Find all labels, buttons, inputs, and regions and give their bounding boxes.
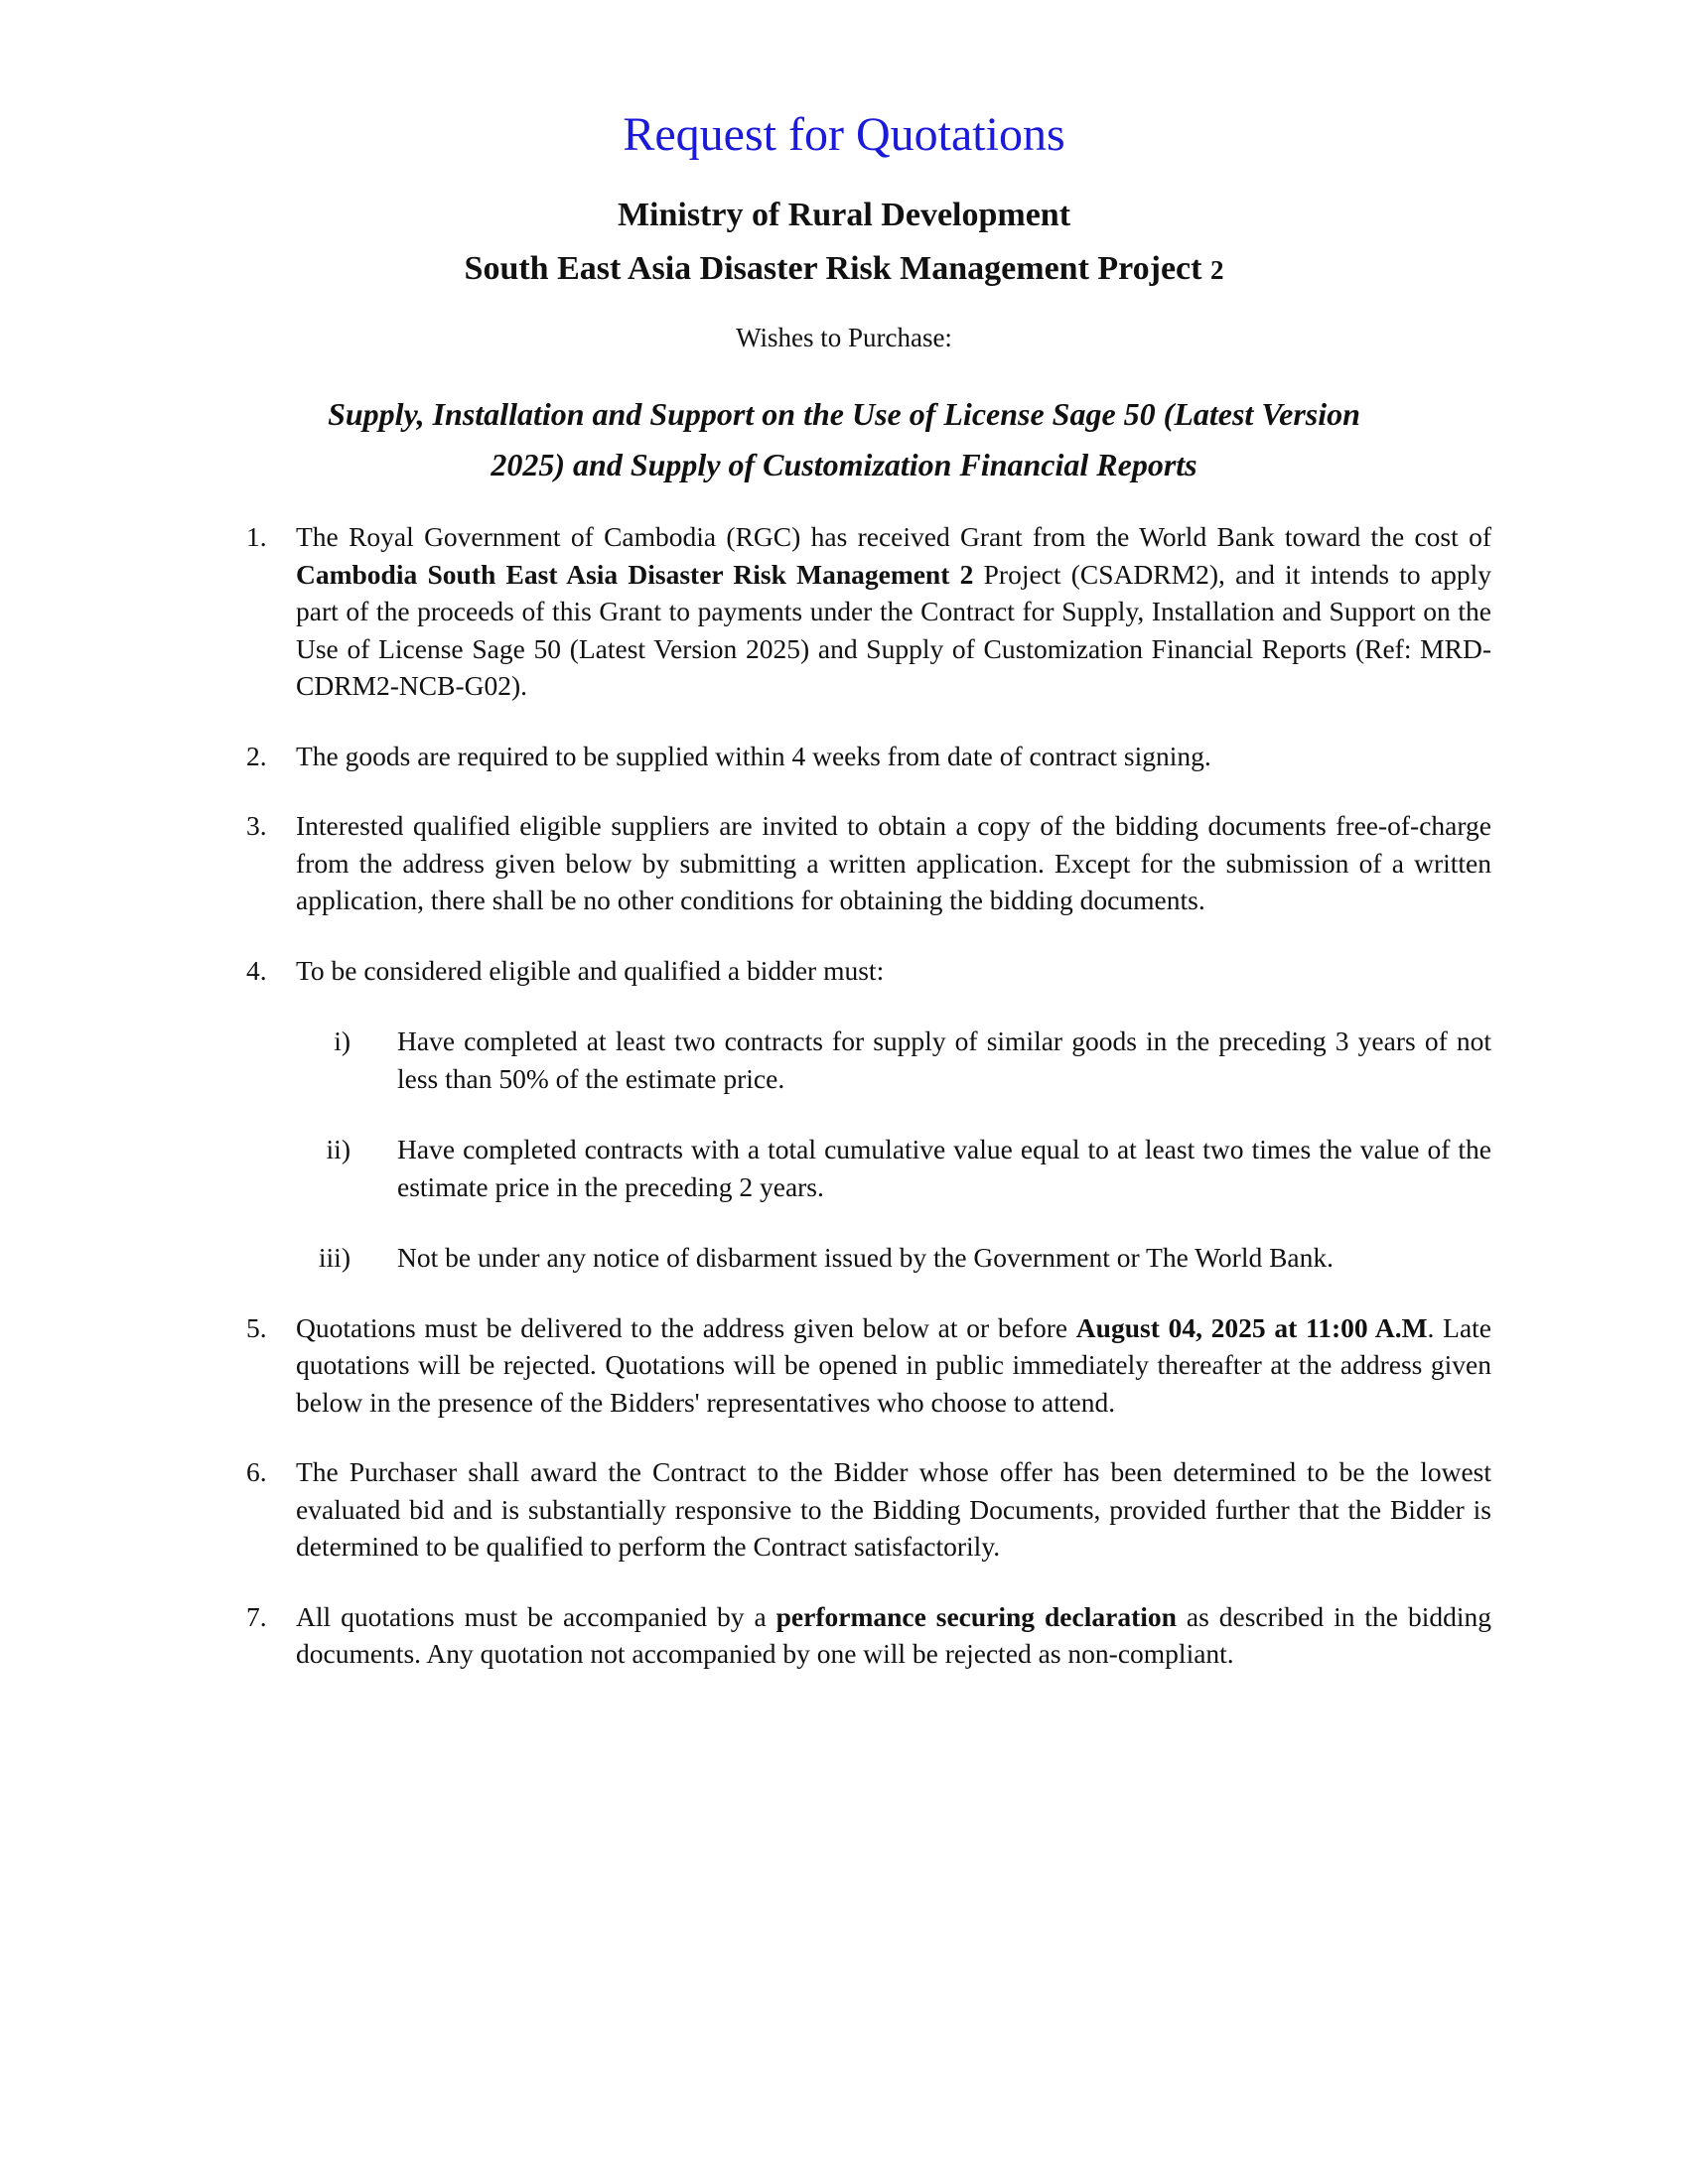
criterion-number: ii) [326, 1134, 351, 1164]
criterion-ii: ii) Have completed contracts with a total cumulative value equal to at least two times the value of the estimate price in the preceding 2 years. [246, 1131, 1491, 1205]
clause-number: 4. [246, 954, 267, 986]
clause-7: 7. All quotations must be accompanied by a performance securing declaration as described in the bidding documents. Any quotation not accompanied by one will be rejected as non-compliant. [246, 1598, 1491, 1673]
clause-number: 3. [246, 810, 267, 841]
clause-number: 6. [246, 1456, 267, 1487]
clause-2: 2. The goods are required to be supplied within 4 weeks from date of contract signing. [246, 738, 1491, 775]
clause-3: 3. Interested qualified eligible suppliers are invited to obtain a copy of the bidding documents free-of-charge from the address given below by submitting a written application. Except for the submission of a written application, there shall be no other conditions for obtaining the bidding documents. [246, 807, 1491, 919]
performance-securing-declaration: performance securing declaration [775, 1600, 1177, 1632]
clause-4: 4. To be considered eligible and qualified a bidder must: i) Have completed at least two contracts for supply of similar goods in the preceding 3 years of not less than 50% of the estimate price. ii) Have completed contracts with a total cumulative value equal to at least two times the value of the estimate price in the preceding 2 years. iii) Not be under any notice of disbarment issued by the Government or The World Bank. [246, 952, 1491, 1277]
numbered-clauses [246, 518, 1491, 1706]
criterion-i: i) Have completed at least two contracts for supply of similar goods in the preceding 3 years of not less than 50% of the estimate price. [246, 1023, 1491, 1097]
submission-deadline: August 04, 2025 at 11:00 A.M [1075, 1311, 1428, 1343]
clause-number: 1. [246, 521, 267, 552]
criterion-number: i) [334, 1025, 351, 1056]
project-name: South East Asia Disaster Risk Management Project 2 [464, 250, 1224, 287]
clause-number: 7. [246, 1600, 267, 1632]
project-number: 2 [1209, 255, 1224, 285]
clause-number: 5. [246, 1311, 267, 1343]
page-title: Request for Quotations [623, 108, 1065, 161]
clause-6: 6. The Purchaser shall award the Contract to the Bidder whose offer has been determined to be the lowest evaluated bid and is substantially responsive to the Bidding Documents, provided further that the Bidder is determined to be qualified to perform the Contract satisfactorily. [246, 1453, 1491, 1566]
issuer-block [0, 189, 1688, 297]
subject-line-2: 2025) and Supply of Customization Financial Reports [491, 447, 1197, 482]
subject-line-1: Supply, Installation and Support on the Use of License Sage 50 (Latest Version [328, 396, 1360, 432]
eligibility-criteria [246, 1023, 1491, 1277]
criterion-number: iii) [318, 1242, 351, 1273]
criterion-iii: iii) Not be under any notice of disbarment issued by the Government or The World Bank. [246, 1239, 1491, 1277]
project-full-name: Cambodia South East Asia Disaster Risk Management 2 [296, 558, 974, 590]
clause-1: 1. The Royal Government of Cambodia (RGC) has received Grant from the World Bank toward the cost of Cambodia South East Asia Disaster Risk Management 2 Project (CSADRM2), and it intends to apply part of the proceeds of this Grant to payments under the Contract for Supply, Installation and Support on the Use of License Sage 50 (Latest Version 2025) and Supply of Customization Financial Reports (Ref: MRD-CDRM2-NCB-G02). [246, 518, 1491, 705]
organization-name: Ministry of Rural Development [617, 197, 1071, 233]
wishes-to-purchase-label: Wishes to Purchase: [736, 323, 952, 352]
clause-5: 5. Quotations must be delivered to the address given below at or before August 04, 2025 at 11:00 A.M. Late quotations will be rejected. Quotations will be opened in public immediately thereafter at the address given below in the presence of the Bidders' representatives who choose to attend. [246, 1309, 1491, 1422]
procurement-subject [199, 389, 1489, 490]
clause-number: 2. [246, 740, 267, 771]
